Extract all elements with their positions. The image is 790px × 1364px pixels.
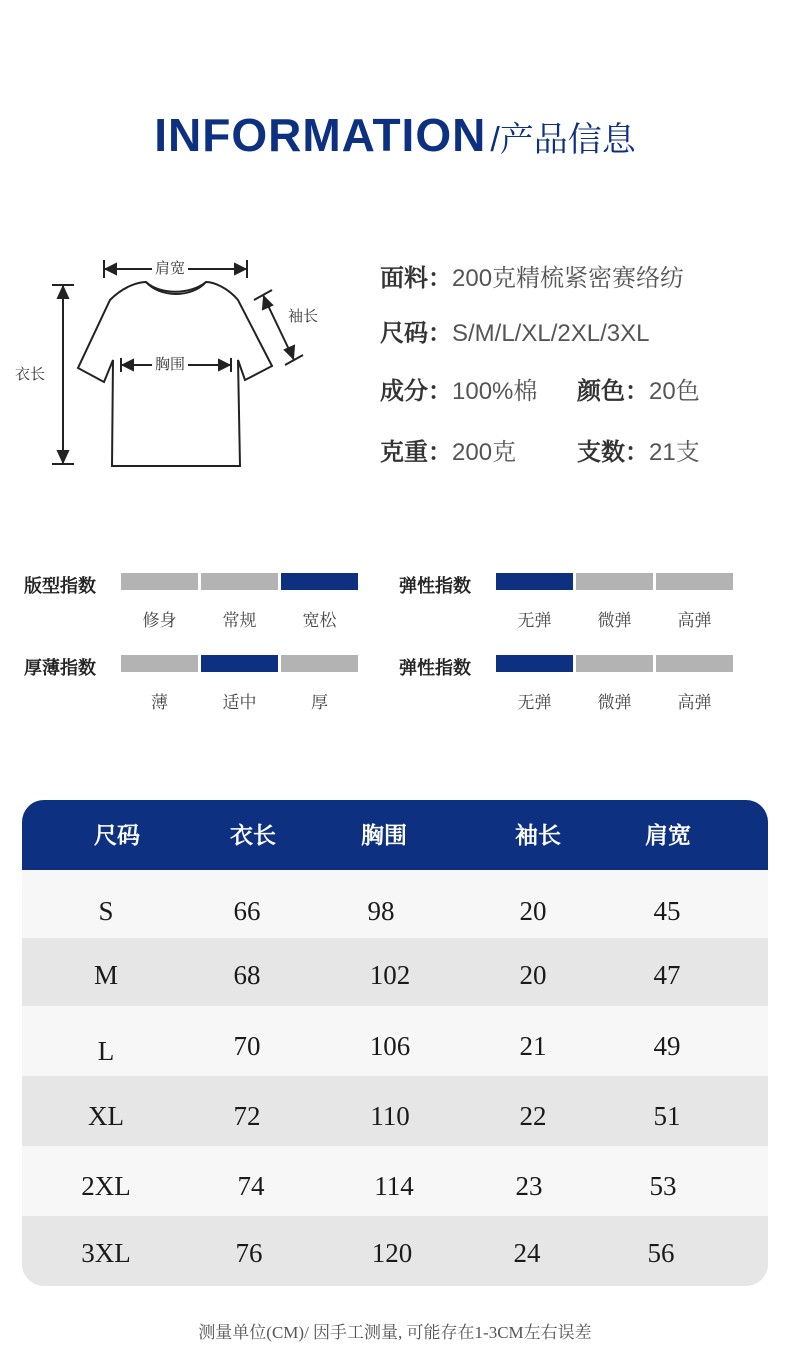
page-title bbox=[0, 108, 790, 162]
cell-length: 72 bbox=[233, 1101, 261, 1131]
spec-size bbox=[380, 319, 649, 349]
thickness-index bbox=[24, 654, 364, 714]
spec-size-key: 尺码： bbox=[380, 320, 452, 347]
cell-length: 68 bbox=[233, 960, 261, 990]
thickness-index-label: 厚薄指数 bbox=[24, 658, 96, 678]
cell-chest: 114 bbox=[374, 1171, 414, 1201]
stretch-option-none: 无弹 bbox=[517, 693, 552, 712]
table-row bbox=[22, 1146, 768, 1216]
fit-index-segment-2 bbox=[201, 573, 278, 590]
spec-size-value: S/M/L/XL/2XL/3XL bbox=[452, 320, 650, 347]
spec-fabric bbox=[380, 264, 684, 294]
spec-fabric-key: 面料： bbox=[380, 265, 452, 292]
spec-weight-value: 200克 bbox=[452, 439, 517, 466]
title-chinese: /产品信息 bbox=[490, 121, 636, 159]
sleeve-length-label: 袖长 bbox=[285, 308, 321, 326]
thickness-index-segment-3 bbox=[281, 655, 358, 672]
cell-length: 76 bbox=[235, 1238, 263, 1268]
table-row bbox=[22, 938, 768, 1006]
stretch-option-slight: 微弹 bbox=[597, 611, 632, 630]
table-header bbox=[22, 800, 768, 870]
cell-shoulder: 53 bbox=[649, 1171, 677, 1201]
stretch-option-high: 高弹 bbox=[677, 693, 712, 712]
header-chest: 胸围 bbox=[361, 822, 407, 848]
cell-shoulder: 56 bbox=[647, 1238, 675, 1268]
cell-chest: 102 bbox=[369, 960, 411, 990]
table-row bbox=[22, 1216, 768, 1286]
stretch-index-label: 弹性指数 bbox=[399, 658, 471, 678]
stretch-option-high: 高弹 bbox=[677, 611, 712, 630]
table-row bbox=[22, 1076, 768, 1146]
spec-composition-value: 100%棉 bbox=[452, 378, 538, 405]
spec-composition-key: 成分： bbox=[380, 378, 452, 405]
thickness-option-thin: 薄 bbox=[151, 693, 168, 712]
stretch-index-segment-3 bbox=[656, 655, 733, 672]
body-length-label: 衣长 bbox=[12, 366, 48, 384]
spec-weight bbox=[380, 438, 516, 468]
shoulder-width-label: 肩宽 bbox=[152, 260, 188, 278]
cell-sleeve: 23 bbox=[515, 1171, 543, 1201]
fit-index-label: 版型指数 bbox=[24, 576, 96, 596]
spec-color-key: 颜色： bbox=[577, 378, 649, 405]
stretch-index-segment-2 bbox=[576, 573, 653, 590]
cell-shoulder: 51 bbox=[653, 1101, 681, 1131]
cell-size: S bbox=[98, 896, 114, 926]
cell-size: M bbox=[93, 960, 118, 990]
fit-index-segment-3-active bbox=[281, 573, 358, 590]
stretch-index-segment-1-active bbox=[496, 573, 573, 590]
spec-yarn-count-value: 21支 bbox=[649, 439, 700, 466]
fit-option-slim: 修身 bbox=[142, 611, 177, 630]
spec-composition bbox=[380, 377, 537, 407]
cell-sleeve: 21 bbox=[519, 1031, 547, 1061]
stretch-index-bottom bbox=[399, 654, 739, 714]
header-shoulder: 肩宽 bbox=[645, 822, 691, 848]
thickness-option-thick: 厚 bbox=[311, 693, 328, 712]
cell-shoulder: 49 bbox=[653, 1031, 681, 1061]
spec-color bbox=[577, 377, 700, 407]
spec-yarn-count bbox=[577, 438, 700, 468]
stretch-option-slight: 微弹 bbox=[597, 693, 632, 712]
cell-length: 66 bbox=[233, 896, 261, 926]
cell-size: XL bbox=[88, 1101, 124, 1131]
fit-option-regular: 常规 bbox=[222, 611, 257, 630]
header-sleeve: 袖长 bbox=[515, 822, 561, 848]
cell-length: 70 bbox=[233, 1031, 261, 1061]
cell-shoulder: 45 bbox=[653, 896, 681, 926]
spec-weight-key: 克重： bbox=[380, 439, 452, 466]
table-row bbox=[22, 1006, 768, 1076]
measurement-diagram bbox=[0, 240, 360, 480]
cell-sleeve: 20 bbox=[519, 960, 547, 990]
stretch-index-top bbox=[399, 572, 739, 632]
stretch-index-segment-1-active bbox=[496, 655, 573, 672]
stretch-index-segment-3 bbox=[656, 573, 733, 590]
thickness-index-segment-1 bbox=[121, 655, 198, 672]
thickness-index-segment-2-active bbox=[201, 655, 278, 672]
cell-length: 74 bbox=[237, 1171, 265, 1201]
stretch-index-segment-2 bbox=[576, 655, 653, 672]
cell-sleeve: 20 bbox=[519, 896, 547, 926]
fit-option-loose: 宽松 bbox=[302, 611, 337, 630]
spec-fabric-value: 200克精梳紧密赛络纺 bbox=[452, 265, 685, 292]
cell-size: 2XL bbox=[81, 1171, 131, 1201]
stretch-index-label: 弹性指数 bbox=[399, 576, 471, 596]
cell-chest: 120 bbox=[371, 1238, 413, 1268]
header-size: 尺码 bbox=[94, 822, 140, 848]
title-english: INFORMATION bbox=[154, 109, 487, 161]
chest-label: 胸围 bbox=[152, 356, 188, 374]
header-length: 衣长 bbox=[230, 822, 276, 848]
thickness-option-medium: 适中 bbox=[222, 693, 257, 712]
cell-chest: 98 bbox=[367, 896, 395, 926]
spec-color-value: 20色 bbox=[649, 378, 700, 405]
fit-index-segment-1 bbox=[121, 573, 198, 590]
cell-sleeve: 24 bbox=[513, 1238, 541, 1268]
measurement-note: 测量单位(CM)/ 因手工测量, 可能存在1-3CM左右误差 bbox=[198, 1323, 592, 1342]
cell-shoulder: 47 bbox=[653, 960, 681, 990]
cell-chest: 106 bbox=[369, 1031, 411, 1061]
size-table bbox=[22, 800, 768, 1286]
spec-yarn-count-key: 支数： bbox=[577, 439, 649, 466]
stretch-option-none: 无弹 bbox=[517, 611, 552, 630]
cell-size: L bbox=[97, 1036, 115, 1066]
fit-index bbox=[24, 572, 364, 632]
cell-sleeve: 22 bbox=[519, 1101, 547, 1131]
cell-size: 3XL bbox=[81, 1238, 131, 1268]
cell-chest: 110 bbox=[370, 1101, 410, 1131]
table-row bbox=[22, 870, 768, 938]
